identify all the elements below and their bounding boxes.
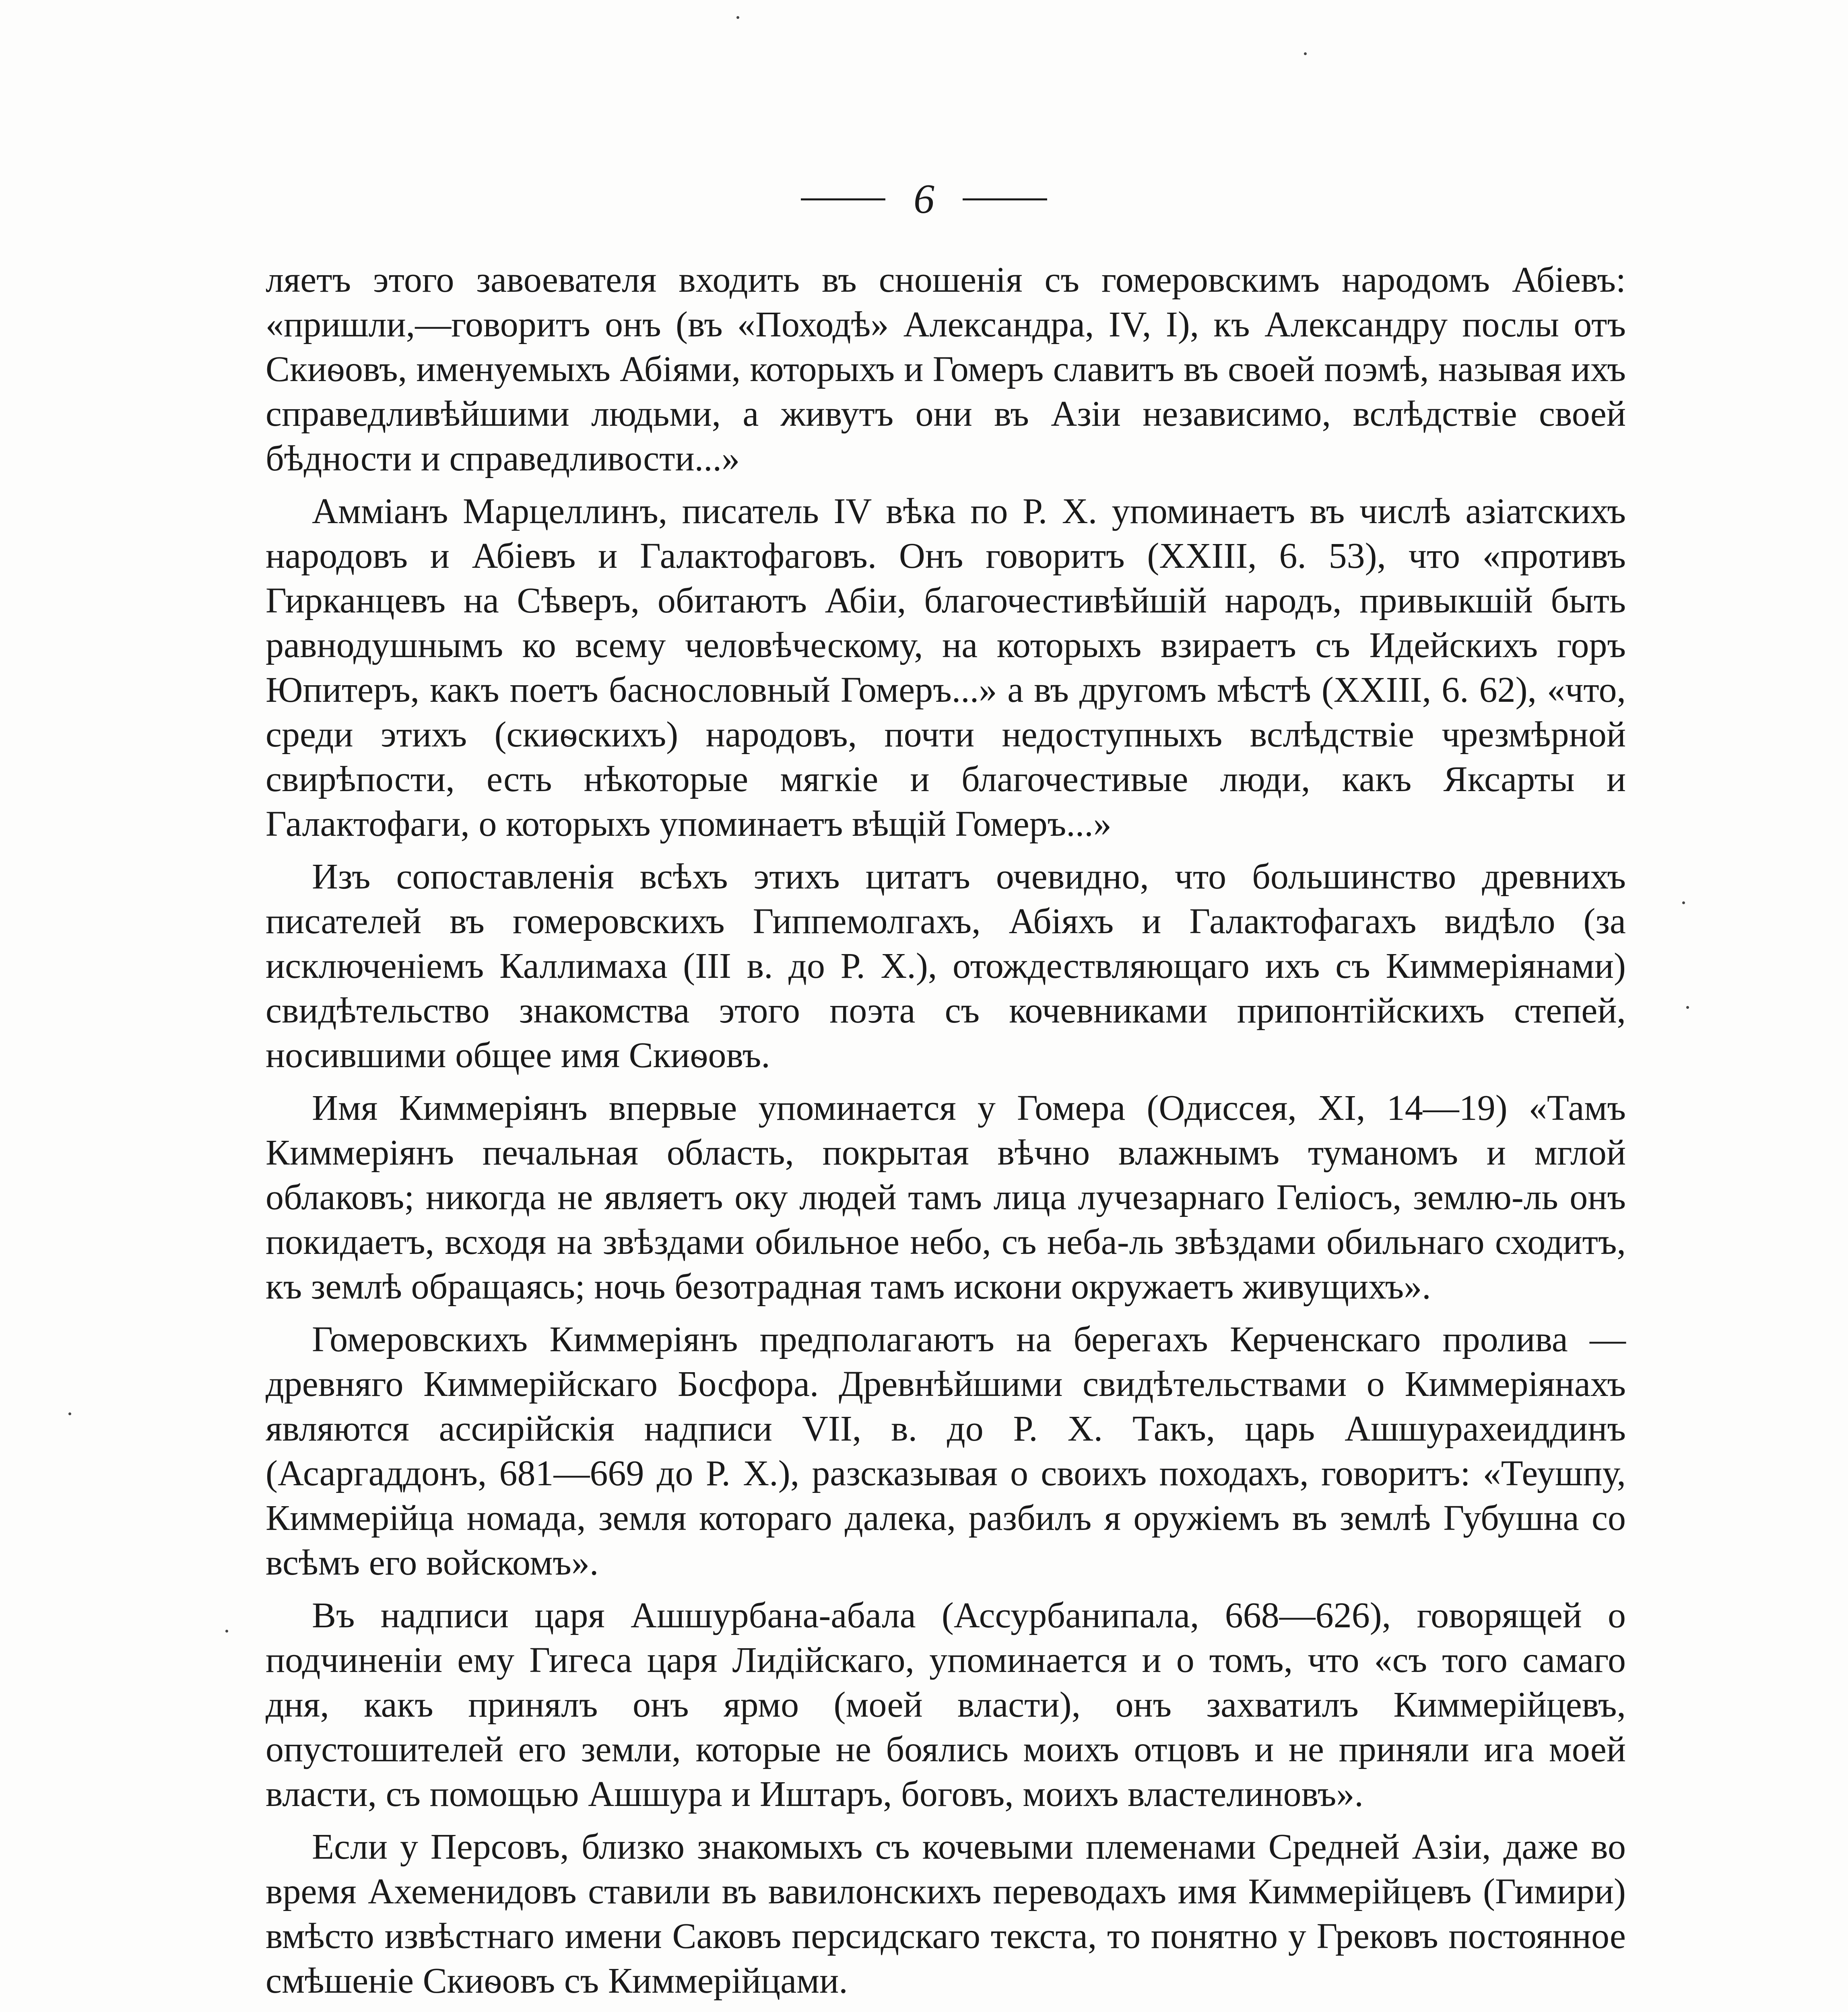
scan-speck <box>1304 52 1307 55</box>
scan-speck <box>68 1412 71 1415</box>
scan-speck <box>736 16 739 19</box>
paragraph: Изъ сопоставленія всѣхъ этихъ цитатъ очевидно, что большинство древнихъ писателей въ гомеровскихъ Гиппемолгахъ, Абіяхъ и Галактофагахъ видѣло (за исключеніемъ Каллимаха (III в. до Р. Х.), отождествляющаго ихъ съ Киммеріянами) свидѣтельство знакомства этого поэта съ кочевниками припонтійскихъ степей, носившими общее имя Скиѳовъ. <box>266 857 1626 1075</box>
paragraph: Въ надписи царя Ашшурбана-абала (Ассурбанипала, 668—626), говорящей о подчиненіи ему Гигеса царя Лидійскаго, упоминается и о томъ, что «съ того самаго дня, какъ принялъ онъ ярмо (моей власти), онъ захватилъ Киммерійцевъ, опустошителей его земли, которые не боялись моихъ отцовъ и не приняли ига моей власти, съ помощью Ашшура и Иштаръ, боговъ, моихъ властелиновъ». <box>266 1596 1626 1814</box>
paragraph: ляетъ этого завоевателя входить въ сношенія съ гомеровскимъ народомъ Абіевъ: «пришли,—говоритъ онъ (въ «Походѣ» Александра, IV, I), къ Александру послы отъ Скиѳовъ, именуемыхъ Абіями, которыхъ и Гомеръ славитъ въ своей поэмѣ, называя ихъ справедливѣйшими людьми, а живутъ они въ Азіи независимо, вслѣдствіе своей бѣдности и справедливости...» <box>266 260 1626 478</box>
body-text <box>266 258 1626 2012</box>
paragraph: Амміанъ Марцеллинъ, писатель IV вѣка по Р. Х. упоминаетъ въ числѣ азіатскихъ народовъ и Абіевъ и Галактофаговъ. Онъ говоритъ (XXIII, 6. 53), что «противъ Гирканцевъ на Сѣверъ, обитаютъ Абіи, благочестивѣйшій народъ, привыкшій быть равнодушнымъ ко всему человѣческому, на которыхъ взираетъ съ Идейскихъ горъ Юпитеръ, какъ поетъ баснословный Гомеръ...» а въ другомъ мѣстѣ (XXIII, 6. 62), «что, среди этихъ (скиѳскихъ) народовъ, почти недоступныхъ вслѣдствіе чрезмѣрной свирѣпости, есть нѣкоторые мягкіе и благочестивые люди, какъ Яксарты и Галактофаги, о которыхъ упоминаетъ вѣщій Гомеръ...» <box>266 491 1626 844</box>
page-header <box>0 169 1848 229</box>
scan-speck <box>1682 901 1685 904</box>
header-rule-left <box>801 198 885 200</box>
paragraph: Если у Персовъ, близко знакомыхъ съ кочевыми племенами Средней Азіи, даже во время Ахеменидовъ ставили въ вавилонскихъ переводахъ имя Киммерійцевъ (Гимири) вмѣсто извѣстнаго имени Саковъ персидскаго текста, то понятно у Грековъ постоянное смѣшеніе Скиѳовъ съ Киммерійцами. <box>266 1827 1626 2001</box>
scan-speck <box>1686 1006 1689 1009</box>
scan-speck <box>225 1630 228 1633</box>
page-number: 6 <box>914 176 934 222</box>
paragraph: Гомеровскихъ Киммеріянъ предполагаютъ на берегахъ Керченскаго пролива — древняго Киммерійскаго Босфора. Древнѣйшими свидѣтельствами о Киммеріянахъ являются ассирійскія надписи VII, в. до Р. Х. Такъ, царь Ашшурахеиддинъ (Асаргаддонъ, 681—669 до Р. Х.), разсказывая о своихъ походахъ, говоритъ: «Теушпу, Киммерійца номада, земля котораго далека, разбилъ я оружіемъ въ землѣ Губушна со всѣмъ его войскомъ». <box>266 1319 1626 1583</box>
paragraph: Имя Киммеріянъ впервые упоминается у Гомера (Одиссея, XI, 14—19) «Тамъ Киммеріянъ печальная область, покрытая вѣчно влажнымъ туманомъ и мглой облаковъ; никогда не являетъ оку людей тамъ лица лучезарнаго Геліосъ, землю-ль онъ покидаетъ, всходя на звѣздами обильное небо, съ неба-ль звѣздами обильнаго сходитъ, къ землѣ обращаясь; ночь безотрадная тамъ искони окружаетъ живущихъ». <box>266 1088 1626 1307</box>
header-rule-right <box>963 198 1047 200</box>
